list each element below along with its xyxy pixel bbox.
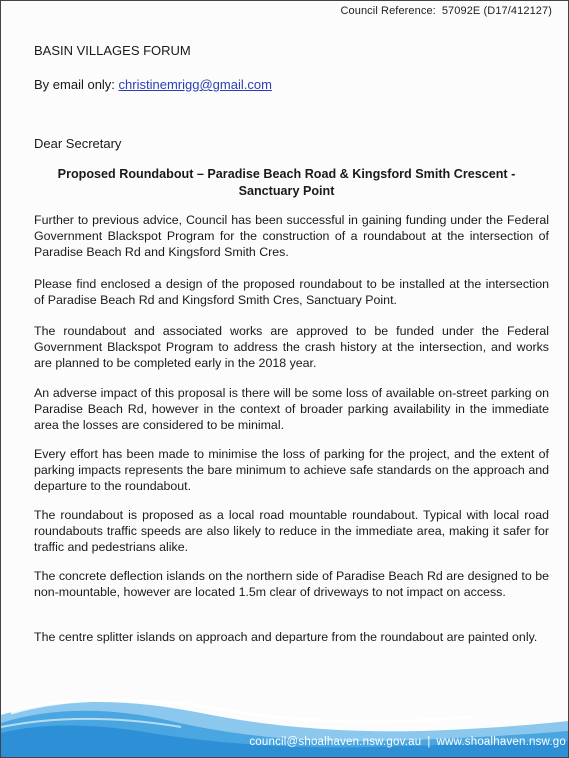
paragraph-approval: The roundabout and associated works are approved to be funded under the Federal Government Blackspot Program to address the crash history at the intersection, and works are planned to be completed early in the 2018 year.	[34, 324, 549, 370]
footer-contact	[249, 736, 566, 748]
email-prefix: By email only:	[34, 77, 115, 92]
footer-email[interactable]: council@shoalhaven.nsw.gov.au	[249, 736, 422, 748]
paragraph-mountable: The roundabout is proposed as a local road mountable roundabout. Typical with local road roundabouts traffic speeds are also likely to reduce in the immediate area, making it safer for traffic and pedestrians alike.	[34, 508, 549, 554]
reference-number: 57092E (D17/412127)	[441, 5, 552, 17]
footer-website[interactable]: www.shoalhaven.nsw.go	[436, 736, 566, 748]
paragraph-parking-effort: Every effort has been made to minimise the loss of parking for the project, and the extent of parking impacts represents the bare minimum to achieve safe standards on the approach and departure to the roundabout.	[34, 447, 549, 493]
subject-heading	[34, 166, 539, 200]
paragraph-deflection-islands: The concrete deflection islands on the northern side of Paradise Beach Rd are designed to be non-mountable, however are located 1.5m clear of driveways to not impact on access.	[34, 569, 549, 599]
subject-line-2: Sanctuary Point	[238, 184, 335, 198]
reference-label: Council Reference:	[340, 5, 436, 17]
footer-separator: |	[427, 736, 431, 748]
salutation: Dear Secretary	[34, 136, 122, 151]
subject-line-1: Proposed Roundabout – Paradise Beach Road & Kingsford Smith Crescent -	[57, 167, 516, 181]
council-reference	[340, 5, 552, 17]
paragraph-funding: Further to previous advice, Council has been successful in gaining funding under the Federal Government Blackspot Program for the construction of a roundabout at the intersection of Paradise Beach Rd and Kingsford Smith Cres.	[34, 213, 549, 259]
paragraph-splitter-islands: The centre splitter islands on approach and departure from the roundabout are painted only.	[34, 630, 538, 644]
letterhead-footer	[1, 693, 568, 757]
paragraph-design: Please find enclosed a design of the proposed roundabout to be installed at the intersection of Paradise Beach Rd and Kingsford Smith Cres, Sanctuary Point.	[34, 277, 549, 307]
recipient-name: BASIN VILLAGES FORUM	[34, 43, 191, 58]
paragraph-parking-impact: An adverse impact of this proposal is there will be some loss of available on-street parking on Paradise Beach Rd, however in the context of broader parking availability in the immediate area the losses are considered to be minimal.	[34, 386, 549, 432]
recipient-email-link[interactable]: christinemrigg@gmail.com	[118, 77, 272, 92]
email-line	[34, 77, 272, 92]
